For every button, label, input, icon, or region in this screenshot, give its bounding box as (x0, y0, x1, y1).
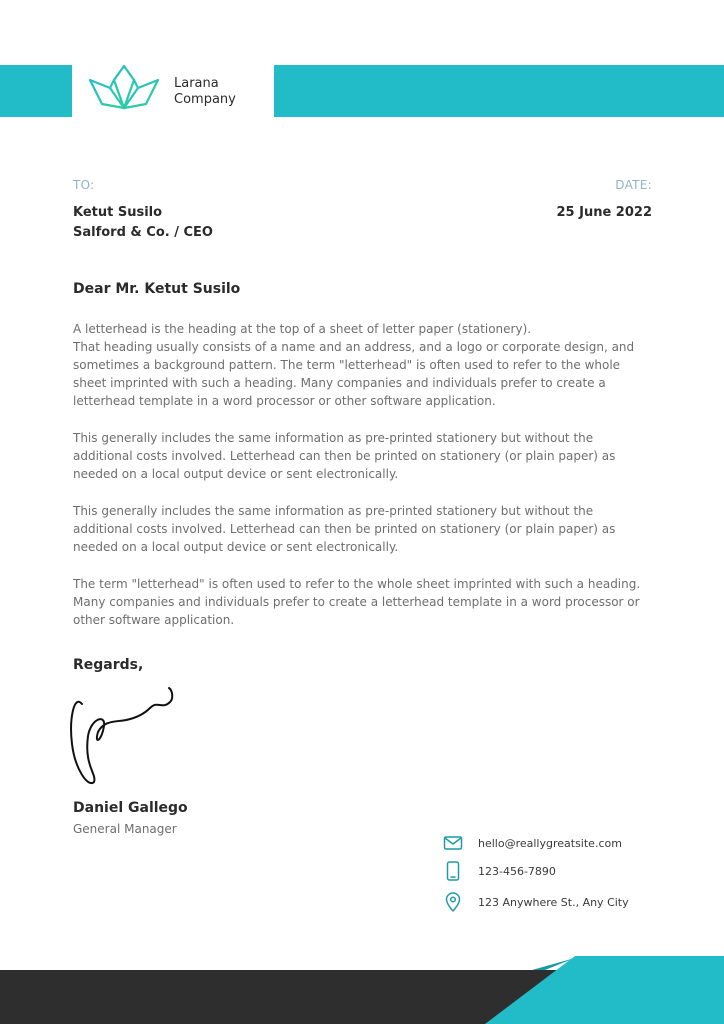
header-band-right (274, 65, 724, 117)
date-label: DATE: (615, 178, 652, 192)
contact-phone[interactable] (443, 860, 556, 882)
paragraph-line: needed on a local output device or sent electronically. (73, 540, 399, 554)
salutation: Dear Mr. Ketut Susilo (73, 281, 241, 297)
company-name-line2: Company (174, 92, 236, 107)
crown-logo-icon (88, 64, 160, 116)
contact-email[interactable] (443, 832, 622, 854)
paragraph-line: The term "letterhead" is often used to refer to the whole sheet imprinted with such a heading. (73, 577, 641, 591)
paragraph-line: additional costs involved. Letterhead can then be printed on stationery (or plain paper) as (73, 449, 616, 463)
header-band-left (0, 65, 72, 117)
paragraph-line: That heading usually consists of a name and an address, and a logo or corporate design, and (73, 340, 635, 354)
footer-band (0, 956, 724, 1024)
body-paragraph-3 (73, 502, 663, 556)
company-name-line1: Larana (174, 76, 219, 91)
paragraph-line: needed on a local output device or sent electronically. (73, 467, 399, 481)
paragraph-line: This generally includes the same information as pre-printed stationery but without the (73, 431, 594, 445)
phone-icon (443, 861, 463, 881)
paragraph-line: letterhead template in a word processor or other software application. (73, 394, 496, 408)
paragraph-line: additional costs involved. Letterhead can then be printed on stationery (or plain paper) as (73, 522, 616, 536)
phone-text[interactable]: 123-456-7890 (478, 864, 556, 878)
contact-address (443, 891, 629, 913)
mail-icon (443, 833, 463, 853)
signature-image (66, 684, 178, 788)
body-paragraph-4 (73, 575, 663, 629)
recipient-organization: Salford & Co. / CEO (73, 225, 213, 240)
recipient-name: Ketut Susilo (73, 205, 163, 220)
body-paragraph-2 (73, 429, 663, 483)
address-text: 123 Anywhere St., Any City (478, 895, 629, 909)
letter-date: 25 June 2022 (556, 205, 652, 220)
body-paragraph-1 (73, 320, 663, 410)
paragraph-line: This generally includes the same information as pre-printed stationery but without the (73, 504, 594, 518)
signer-name: Daniel Gallego (73, 800, 188, 816)
email-text[interactable]: hello@reallygreatsite.com (478, 836, 622, 850)
paragraph-line: A letterhead is the heading at the top of a sheet of letter paper (stationery). (73, 322, 532, 336)
location-pin-icon (443, 892, 463, 912)
paragraph-line: Many companies and individuals prefer to create a letterhead template in a word processor or (73, 595, 640, 609)
paragraph-line: sometimes a background pattern. The term "letterhead" is often used to refer to the whole (73, 358, 621, 372)
company-name (174, 76, 236, 108)
paragraph-line: other software application. (73, 613, 235, 627)
closing: Regards, (73, 657, 144, 673)
to-label: TO: (73, 178, 95, 192)
paragraph-line: sheet imprinted with such a heading. Many companies and individuals prefer to create a (73, 376, 606, 390)
signer-title: General Manager (73, 822, 177, 836)
